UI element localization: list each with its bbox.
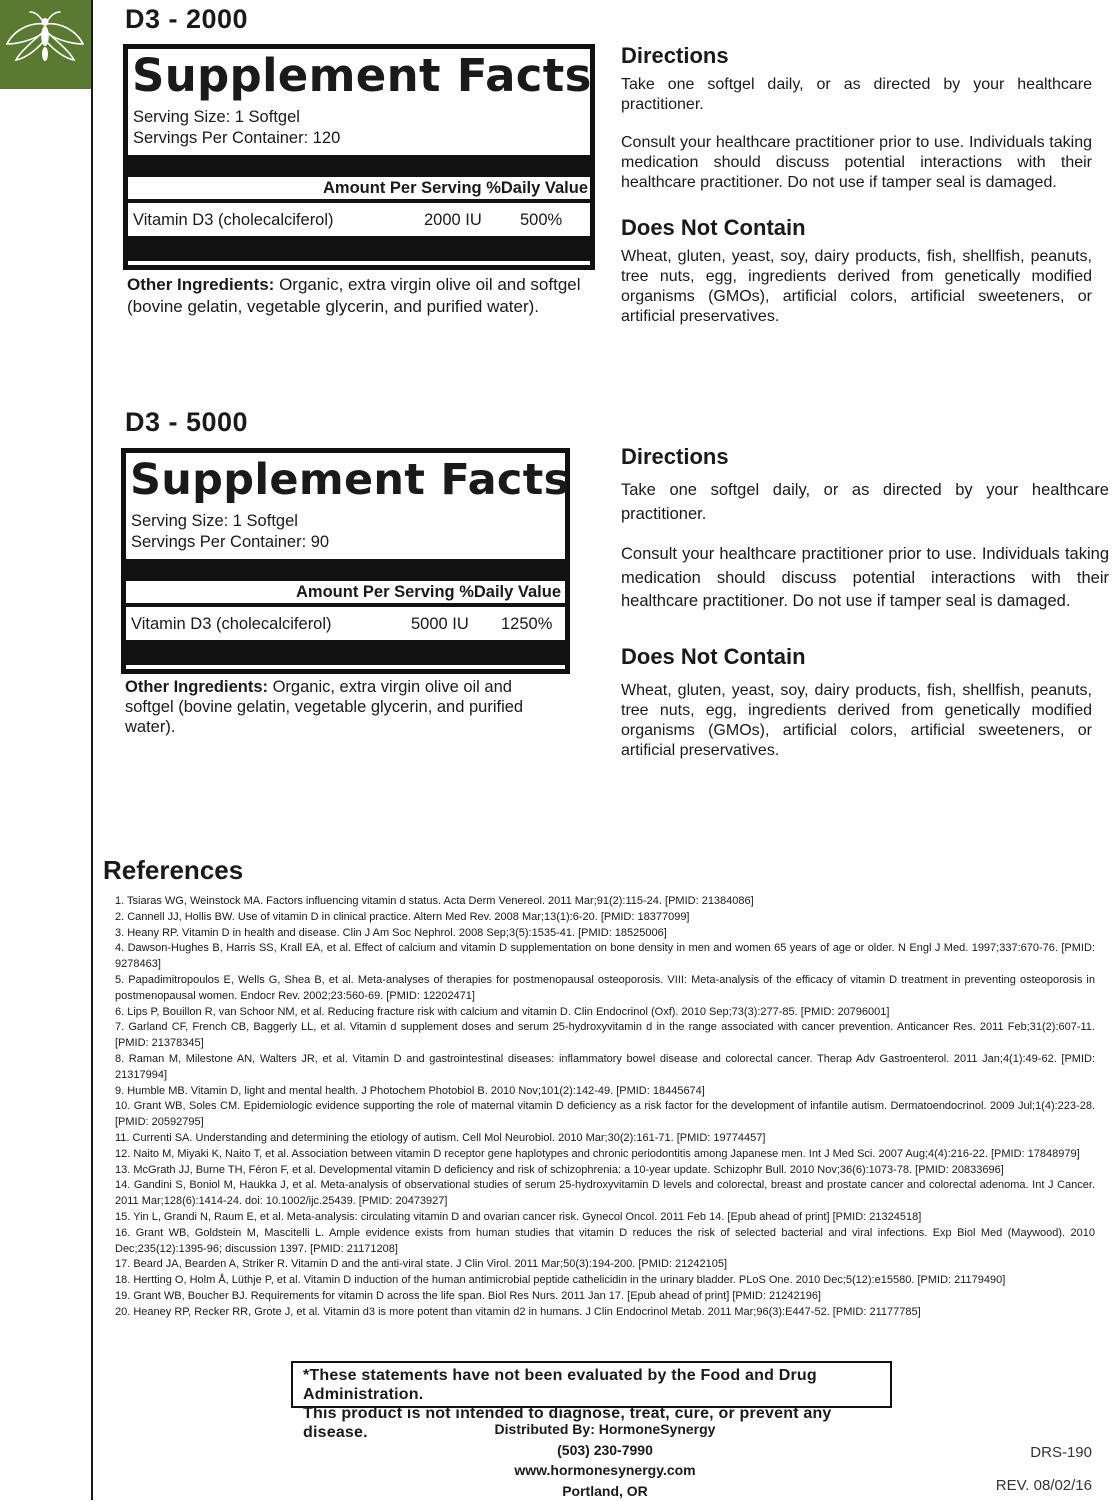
facts-bar-bottom: [128, 236, 590, 261]
directions-text: Take one softgel daily, or as directed by your healthcare practitioner.: [621, 478, 1109, 526]
other-ingredients: [125, 677, 565, 737]
distributor-location: Portland, OR: [440, 1481, 770, 1501]
document-code: DRS-190: [1030, 1444, 1092, 1461]
does-not-contain-heading: Does Not Contain: [621, 215, 806, 241]
reference-item: 15. Yin L, Grandi N, Raum E, et al. Meta-analysis: circulating vitamin D and ovarian cancer risk. Gynecol Oncol. 2011 Feb 14. [Epub ahead of print] [PMID: 21324518]: [115, 1210, 1095, 1226]
nutrient-daily-value: 500%: [520, 209, 590, 231]
reference-item: 19. Grant WB, Boucher BJ. Requirements for vitamin D across the life span. Biol Res Nurs. 2011 Jan 17. [Epub ahead of print] [PMID: 21242196]: [115, 1289, 1095, 1305]
directions-warning: Consult your healthcare practitioner prior to use. Individuals taking medication should discuss potential interactions with their healthcare practitioner. Do not use if tamper seal is damaged.: [621, 133, 1092, 193]
divider-line-top: [91, 0, 93, 89]
reference-item: 10. Grant WB, Soles CM. Epidemiologic evidence supporting the role of maternal vitamin D deficiency as a risk factor for the development of infantile autism. Dermatoendocrinol. 2009 Jul;1(4):223-28. [PMID: 20592795]: [115, 1099, 1095, 1131]
distributor-phone: (503) 230-7990: [440, 1440, 770, 1461]
brand-logo: [0, 0, 91, 89]
nutrient-amount: 2000 IU: [424, 209, 520, 231]
facts-bar: [126, 559, 565, 581]
reference-item: 2. Cannell JJ, Hollis BW. Use of vitamin D in clinical practice. Altern Med Rev. 2008 Mar;13(1):6-20. [PMID: 18377099]: [115, 910, 1095, 926]
column-header-label: Amount Per Serving %Daily Value: [296, 581, 561, 603]
serving-size: Serving Size: 1 Softgel: [133, 107, 590, 128]
facts-bar: [128, 155, 590, 177]
distributor-block: [440, 1419, 770, 1501]
other-ingredients-text: Organic, extra virgin olive oil and softgel (bovine gelatin, vegetable glycerin, and purified water).: [127, 275, 581, 316]
reference-item: 14. Gandini S, Boniol M, Haukka J, et al. Meta-analysis of observational studies of serum 25-hydroxyvitamin D levels and colorectal, breast and prostate cancer and colorectal adenoma. Int J Cancer. 2011 Mar;128(6):1414-24. doi: 10.1002/ijc.25439. [PMID: 20473927]: [115, 1178, 1095, 1210]
directions-warning: Consult your healthcare practitioner prior to use. Individuals taking medication should discuss potential interactions with their healthcare practitioner. Do not use if tamper seal is damaged.: [621, 543, 1109, 614]
other-ingredients-label: Other Ingredients:: [127, 275, 274, 294]
reference-item: 4. Dawson-Hughes B, Harris SS, Krall EA, et al. Effect of calcium and vitamin D supplementation on bone density in men and women 65 years of age or older. N Engl J Med. 1997;337:670-76. [PMID: 9278463]: [115, 941, 1095, 973]
reference-item: 3. Heany RP. Vitamin D in health and disease. Clin J Am Soc Nephrol. 2008 Sep;3(5):1535-41. [PMID: 18525006]: [115, 926, 1095, 942]
nutrient-amount: 5000 IU: [411, 613, 501, 635]
serving-size: Serving Size: 1 Softgel: [131, 511, 565, 532]
fda-disclaimer: [291, 1361, 892, 1408]
disclaimer-line-2: This product is not intended to diagnose, treat, cure, or prevent any disease.: [303, 1404, 890, 1442]
other-ingredients: [127, 274, 597, 318]
reference-item: 13. McGrath JJ, Burne TH, Féron F, et al. Developmental vitamin D deficiency and risk of schizophrenia: a 10-year update. Schizophr Bull. 2010 Nov;36(6):1073-78. [PMID: 20833696]: [115, 1163, 1095, 1179]
other-ingredients-label: Other Ingredients:: [125, 678, 268, 696]
does-not-contain-text: Wheat, gluten, yeast, soy, dairy products, fish, shellfish, peanuts, tree nuts, egg, ingredients derived from genetically modified organisms (GMOs), artificial colors, artificial sweeteners, or artificial preservatives.: [621, 681, 1092, 761]
nutrient-name: Vitamin D3 (cholecalciferol): [133, 209, 424, 231]
reference-item: 16. Grant WB, Goldstein M, Mascitelli L. Ample evidence exists from human studies that vitamin D reduces the risk of selected bacterial and viral infections. Exp Biol Med (Maywood). 2010 Dec;235(12):1395-96; discussion 1397. [PMID: 21171208]: [115, 1226, 1095, 1258]
does-not-contain-text: Wheat, gluten, yeast, soy, dairy products, fish, shellfish, peanuts, tree nuts, egg, ingredients derived from genetically modified organisms (GMOs), artificial colors, artificial sweeteners, or artificial preservatives.: [621, 247, 1092, 327]
directions-text: Take one softgel daily, or as directed by your healthcare practitioner.: [621, 75, 1092, 115]
does-not-contain-heading: Does Not Contain: [621, 644, 806, 670]
facts-bar-bottom: [126, 640, 565, 665]
reference-item: 9. Humble MB. Vitamin D, light and mental health. J Photochem Photobiol B. 2010 Nov;101(2):142-49. [PMID: 18445674]: [115, 1084, 1095, 1100]
reference-item: 11. Currenti SA. Understanding and determining the etiology of autism. Cell Mol Neurobiol. 2010 Mar;30(2):161-71. [PMID: 19774457]: [115, 1131, 1095, 1147]
nutrient-daily-value: 1250%: [501, 613, 565, 635]
reference-item: 17. Beard JA, Bearden A, Striker R. Vitamin D and the anti-viral state. J Clin Virol. 2011 Mar;50(3):194-200. [PMID: 21242105]: [115, 1257, 1095, 1273]
reference-item: 5. Papadimitropoulos E, Wells G, Shea B, et al. Meta-analyses of therapies for postmenopausal osteoporosis. VIII: Meta-analysis of the efficacy of vitamin D treatment in preventing osteoporosis in postmenopausal women. Endocr Rev. 2002;23:560-69. [PMID: 12202471]: [115, 973, 1095, 1005]
column-header-label: Amount Per Serving %Daily Value: [323, 177, 588, 199]
facts-heading: Supplement Facts: [130, 455, 565, 505]
facts-heading: Supplement Facts: [132, 51, 590, 101]
servings-per-container: Servings Per Container: 120: [133, 128, 590, 149]
nutrient-name: Vitamin D3 (cholecalciferol): [131, 613, 411, 635]
supplement-facts-panel: [123, 44, 595, 270]
reference-item: 7. Garland CF, French CB, Baggerly LL, et al. Vitamin d supplement doses and serum 25-hydroxyvitamin d in the range associated with cancer prevention. Anticancer Res. 2011 Feb;31(2):607-11. [PMID: 21378345]: [115, 1020, 1095, 1052]
nutrient-row: [131, 607, 565, 640]
nutrient-row: [133, 203, 590, 236]
divider-line: [91, 89, 93, 1500]
servings-per-container: Servings Per Container: 90: [131, 532, 565, 553]
distributor-name: Distributed By: HormoneSynergy: [440, 1419, 770, 1440]
directions-heading: Directions: [621, 444, 729, 470]
supplement-facts-panel: [121, 448, 570, 674]
reference-item: 6. Lips P, Bouillon R, van Schoor NM, et al. Reducing fracture risk with calcium and vitamin D. Clin Endocrinol (Oxf). 2010 Sep;73(3):277-85. [PMID: 20796001]: [115, 1005, 1095, 1021]
facts-column-header: [131, 581, 565, 603]
reference-item: 8. Raman M, Milestone AN, Walters JR, et al. Vitamin D and gastrointestinal diseases: inflammatory bowel disease and colorectal cancer. Therap Adv Gastroenterol. 2011 Jan;4(1):49-62. [PMID: 21317994]: [115, 1052, 1095, 1084]
product-title: D3 - 2000: [125, 4, 248, 35]
firefly-icon: [0, 0, 91, 89]
other-ingredients-text: Organic, extra virgin olive oil and softgel (bovine gelatin, vegetable glycerin, and purified water).: [125, 678, 523, 736]
references-heading: References: [103, 855, 243, 886]
reference-item: 1. Tsiaras WG, Weinstock MA. Factors influencing vitamin d status. Acta Derm Venereol. 2011 Mar;91(2):115-24. [PMID: 21384086]: [115, 894, 1095, 910]
reference-item: 12. Naito M, Miyaki K, Naito T, et al. Association between vitamin D receptor gene haplotypes and chronic periodontitis among Japanese men. Int J Med Sci. 2007 Aug;4(4):216-22. [PMID: 17848979]: [115, 1147, 1095, 1163]
disclaimer-line-1: *These statements have not been evaluated by the Food and Drug Administration.: [303, 1366, 890, 1404]
references-list: [115, 894, 1095, 1321]
directions-heading: Directions: [621, 43, 729, 69]
revision-date: REV. 08/02/16: [996, 1477, 1092, 1494]
reference-item: 20. Heaney RP, Recker RR, Grote J, et al. Vitamin d3 is more potent than vitamin d2 in humans. J Clin Endocrinol Metab. 2011 Mar;96(3):E447-52. [PMID: 21177785]: [115, 1305, 1095, 1321]
facts-column-header: [133, 177, 590, 199]
reference-item: 18. Hertting O, Holm Å, Lüthje P, et al. Vitamin D induction of the human antimicrobial peptide cathelicidin in the urinary bladder. PLoS One. 2010 Dec;5(12):e15580. [PMID: 21179490]: [115, 1273, 1095, 1289]
distributor-website: www.hormonesynergy.com: [440, 1460, 770, 1481]
product-title: D3 - 5000: [125, 407, 248, 438]
